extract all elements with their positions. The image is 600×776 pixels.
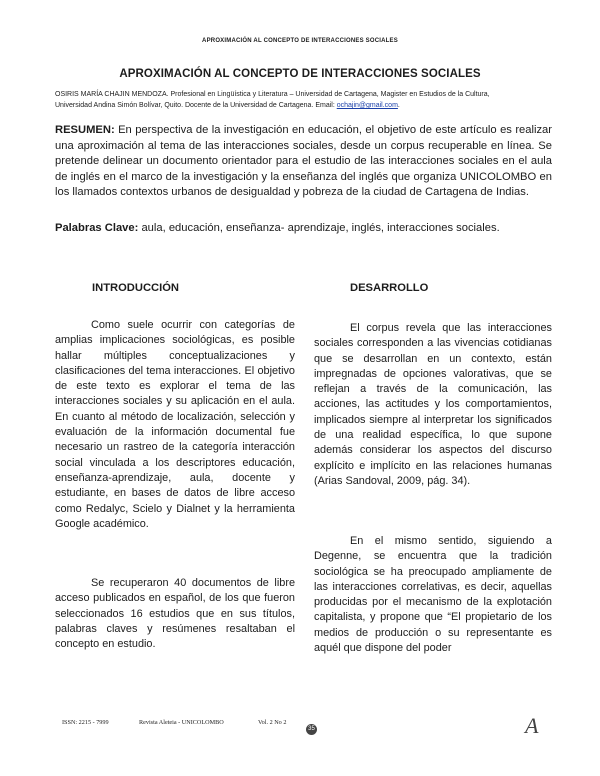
running-header: APROXIMACIÓN AL CONCEPTO DE INTERACCIONES SOCIALES [202,38,398,44]
footer-journal: Revista Aleteia - UNICOLOMBO [139,719,224,726]
development-paragraph-1: El corpus revela que las interacciones sociales corresponden a las vivencias cotidianas que se desarrollan en un contexto, están impregnadas de opciones valorativas, que se reflejan a través de la comunicación, las acciones, las actitudes y los comportamientos, implicados siempre al interpretar los significados de una realidad específica, lo que supone además considerar los aspectos del discurso explícito e implícito en las relaciones humanas (Arias Sandoval, 2009, pág. 34). [314,322,552,487]
abstract-text: En perspectiva de la investigación en educación, el objetivo de este artículo es realizar una aproximación al tema de las interacciones sociales, desde un corpus recuperable en línea. Se pretende delinear un documento orientador para el estudio de las interacciones sociales en el aula de inglés en el marco de la investigación y la enseñanza del inglés que organiza UNICOLOMBO en los llamados contextos urbanos de desigualdad y pobreza de la ciudad de Cartagena de Indias. [55,124,552,198]
author-email-link[interactable]: ochajin@gmail.com [336,102,398,109]
journal-logo-icon: A [525,713,539,738]
footer-issn: ISSN: 2215 - 7999 [62,719,109,726]
page-number: 35 [306,724,317,735]
development-paragraph-2: En el mismo sentido, siguiendo a Degenne, se encuentra que la tradición sociológica se ha preocupado ampliamente de las interacciones correlativas, es decir, aquellas producidas por el mecanismo de la explotación capitalista, y propone que “El propietario de los medios de producción o su representante es aquél que dispone del poder [314,535,552,655]
author-line-2: Universidad Andina Simón Bolívar, Quito. Docente de la Universidad de Cartagena. Email: [55,102,337,109]
email-suffix: . [397,102,400,109]
footer-volume: Vol. 2 No 2 [258,719,287,726]
author-info [55,89,555,111]
abstract-label: RESUMEN: [55,124,115,136]
keywords [55,221,552,236]
keywords-text: aula, educación, enseñanza- aprendizaje, inglés, interacciones sociales. [138,222,500,234]
article-title: APROXIMACIÓN AL CONCEPTO DE INTERACCIONES SOCIALES [119,68,481,80]
intro-heading: INTRODUCCIÓN [92,282,180,294]
intro-paragraph-1: Como suele ocurrir con categorías de amplias implicaciones sociológicas, es posible hallar múltiples conceptualizaciones y clasificaciones del tema interacciones. El objetivo de este texto es explorar el tema de las interacciones sociales y su aplicación en el aula. En cuanto al método de localización, selección y evaluación de la información documental fue necesario un rastreo de la categoría interacción social vinculada a los descriptores educación, enseñanza-aprendizaje, aula, docente y estudiante, en bases de datos de libre acceso como Redalyc, Scielo y Dialnet y la herramienta Google académico. [55,319,295,530]
development-heading: DESARROLLO [350,282,429,294]
abstract [55,123,552,201]
intro-paragraph-2: Se recuperaron 40 documentos de libre acceso publicados en español, de los que fueron seleccionados 16 estudios que en sus títulos, palabras claves y resúmenes resaltaban el concepto en estudio. [55,577,295,651]
keywords-label: Palabras Clave: [55,222,139,234]
author-line-1: OSIRIS MARÍA CHAJIN MENDOZA. Profesional en Lingüística y Literatura – Universidad de Cartagena, Magister en Estudios de la Cultura, [55,91,490,98]
